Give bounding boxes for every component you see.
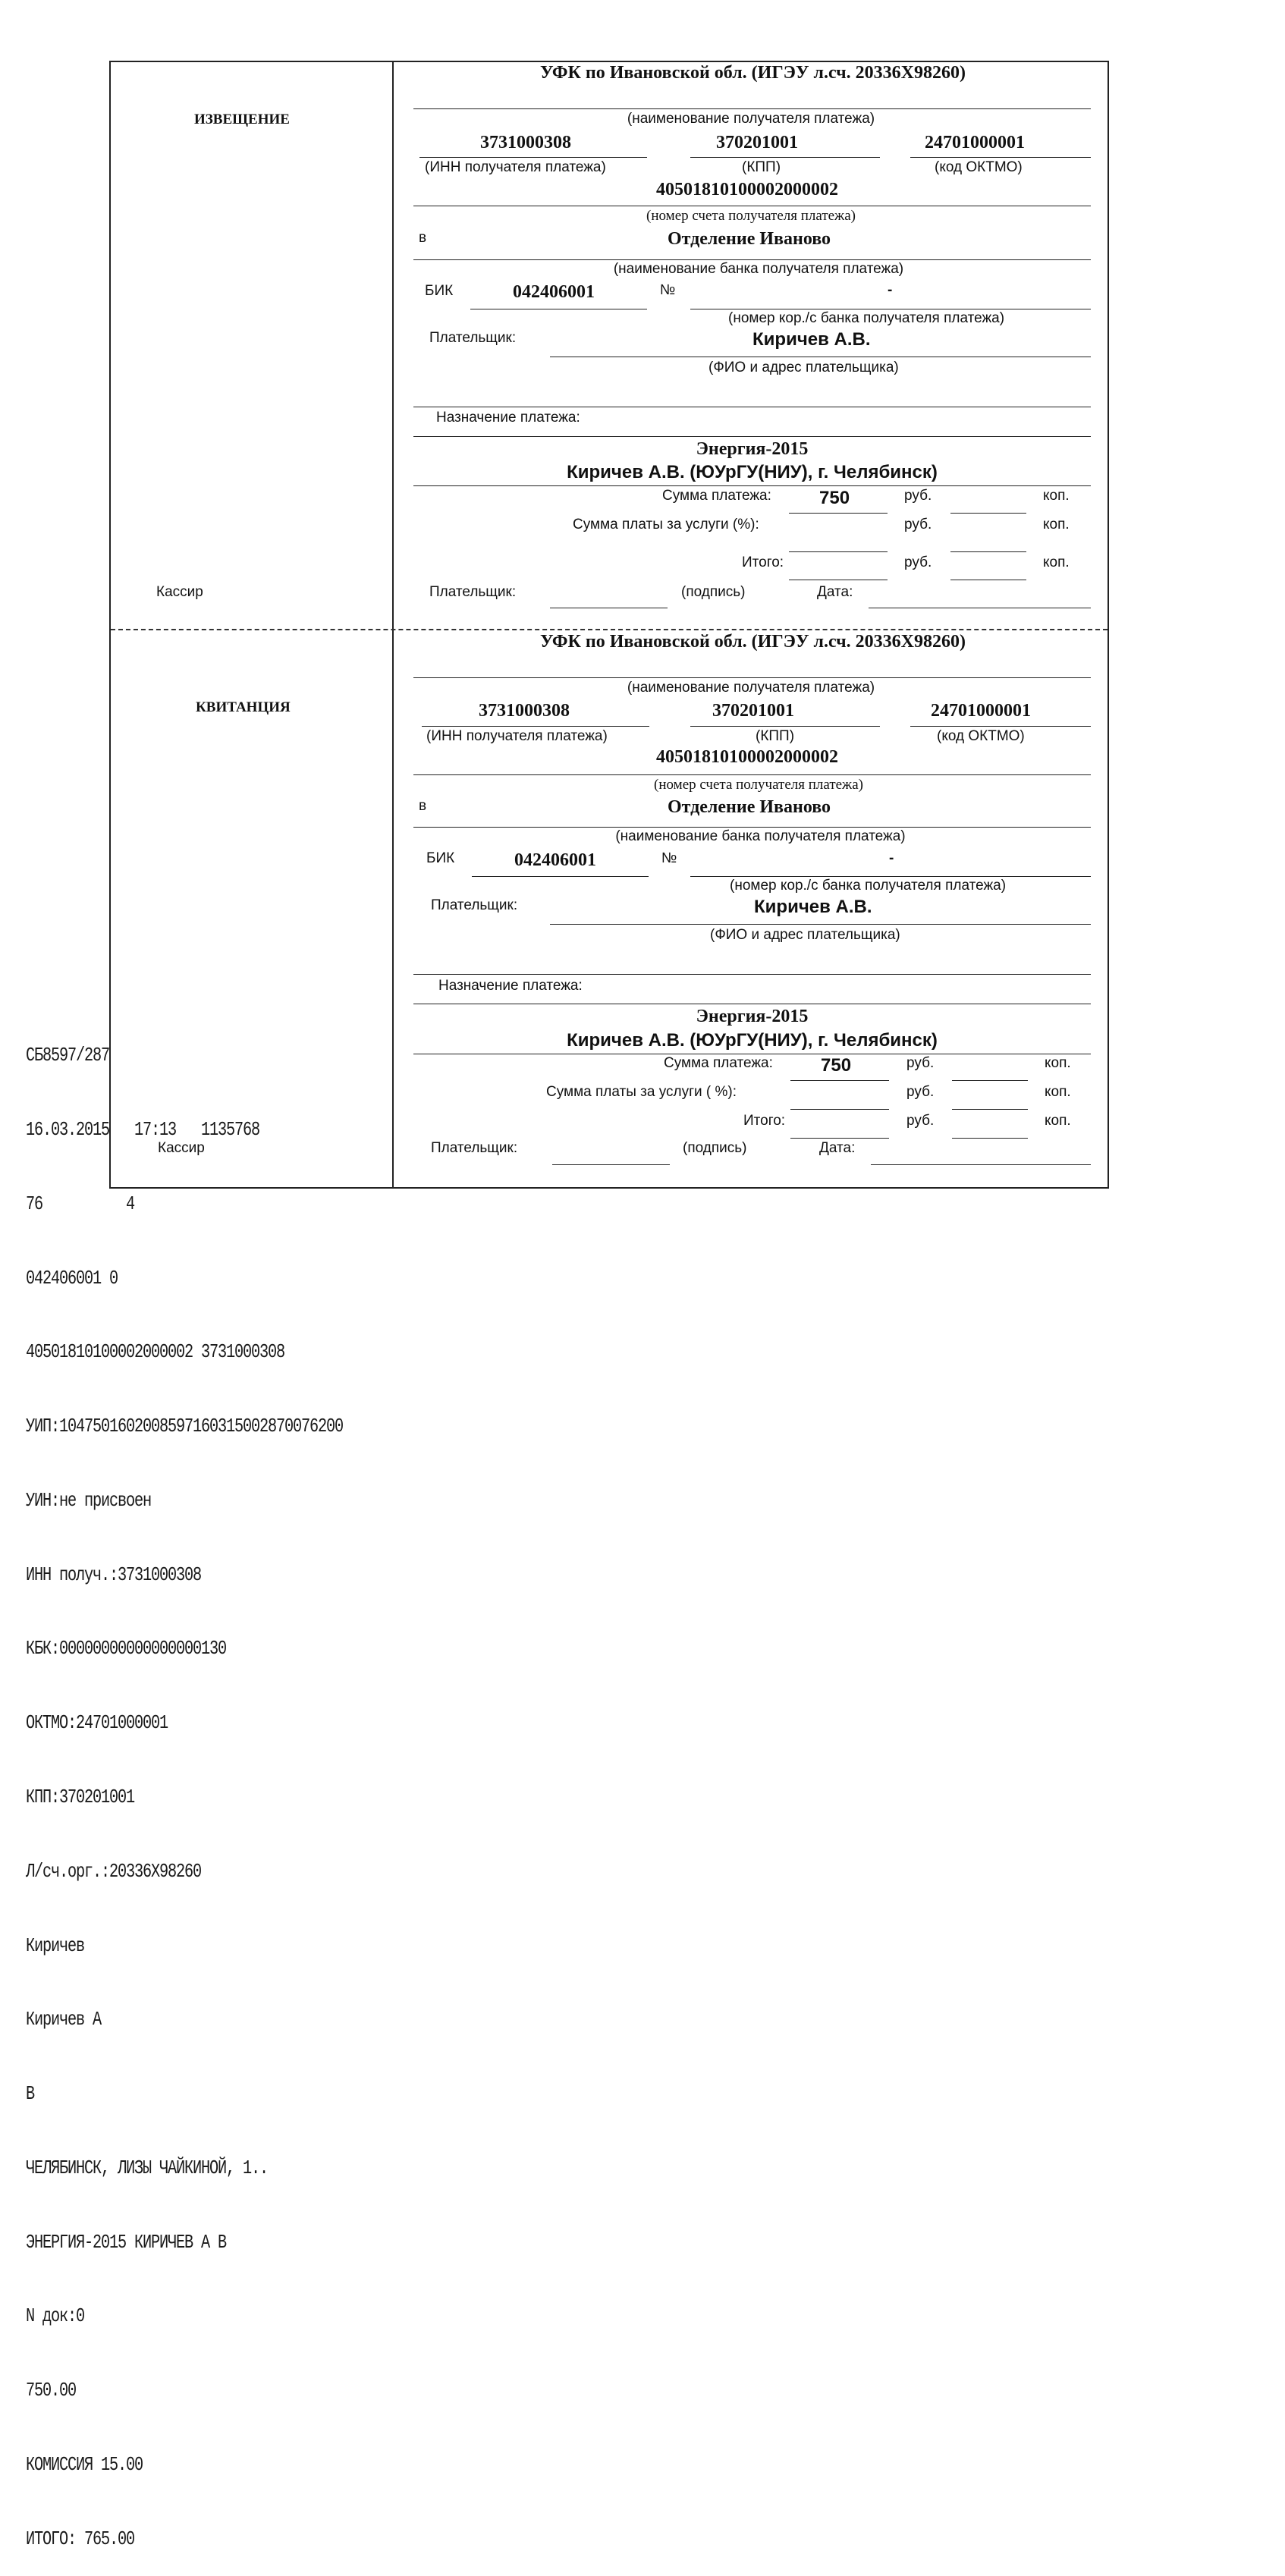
notice-no-label: №	[660, 282, 676, 298]
rule	[952, 1138, 1028, 1139]
receipt-line: 042406001 0	[26, 1266, 118, 1290]
notice-payer-name: Киричев А.В.	[752, 329, 871, 350]
notice-corr-caption: (номер кор./с банка получателя платежа)	[728, 310, 1005, 326]
notice-bank-caption: (наименование банка получателя платежа)	[613, 261, 904, 277]
receipt-line: Киричев А	[26, 2008, 102, 2031]
receipt-bank-caption: (наименование банка получателя платежа)	[615, 828, 906, 844]
notice-recipient-caption: (наименование получателя платежа)	[627, 111, 875, 127]
receipt-line: КБК:00000000000000000130	[26, 1637, 227, 1660]
receipt-corr-account: -	[889, 850, 894, 866]
rule	[690, 876, 1091, 877]
rule	[413, 485, 1091, 486]
notice-in-label: в	[419, 230, 427, 246]
notice-sum-rub: руб.	[904, 488, 932, 504]
rule	[413, 108, 1091, 109]
receipt-line: УИП:1047501602008597160315002870076200	[26, 1415, 344, 1438]
rule	[952, 1109, 1028, 1110]
notice-signature-label: (подпись)	[681, 584, 746, 600]
receipt-line: ЭНЕРГИЯ-2015 КИРИЧЕВ А В	[26, 2230, 227, 2254]
rule	[472, 876, 649, 877]
notice-sum-kop: коп.	[1043, 488, 1070, 504]
receipt-recipient-caption: (наименование получателя платежа)	[627, 680, 875, 696]
notice-payer-caption: (ФИО и адрес плательщика)	[708, 360, 899, 375]
receipt-kpp: 370201001	[712, 701, 794, 721]
receipt-line: КОМИССИЯ 15.00	[26, 2453, 143, 2477]
receipt-payer-label: Плательщик:	[431, 897, 518, 913]
notice-oktmo: 24701000001	[925, 133, 1025, 152]
rule	[413, 974, 1091, 975]
notice-bik-label: БИК	[425, 283, 454, 299]
notice-account-number: 40501810100002000002	[656, 180, 838, 199]
receipt-line: ИТОГО: 765.00	[26, 2527, 135, 2550]
receipt-signature-label: (подпись)	[683, 1140, 747, 1156]
receipt-no-label: №	[661, 850, 677, 866]
rule	[790, 1138, 889, 1139]
notice-sum-label: Сумма платежа:	[662, 488, 771, 504]
receipt-total-kop: коп.	[1045, 1113, 1071, 1129]
notice-payer-label: Плательщик:	[429, 330, 517, 346]
rule	[790, 1080, 889, 1081]
notice-account-caption: (номер счета получателя платежа)	[646, 208, 856, 224]
receipt-line: ЧЕЛЯБИНСК, ЛИЗЫ ЧАЙКИНОЙ, 1..	[26, 2156, 269, 2179]
form-divider-vertical	[392, 61, 394, 1189]
receipt-line: 76 4	[26, 1192, 135, 1215]
receipt-line: КПП:370201001	[26, 1786, 135, 1808]
receipt-fee-rub: руб.	[906, 1084, 935, 1100]
notice-sum-value: 750	[819, 488, 850, 508]
rule	[422, 726, 649, 727]
receipt-oktmo: 24701000001	[931, 701, 1031, 721]
notice-oktmo-caption: (код ОКТМО)	[935, 159, 1023, 175]
receipt-cashier-label: Кассир	[158, 1140, 205, 1156]
receipt-sign-payer-label: Плательщик:	[431, 1140, 518, 1156]
receipt-line: 16.03.2015 17:13 1135768	[26, 1117, 260, 1141]
rule	[550, 924, 1091, 925]
notice-kpp-caption: (КПП)	[742, 159, 781, 175]
receipt-purpose-label: Назначение платежа:	[438, 978, 583, 994]
rule	[952, 1080, 1028, 1081]
receipt-total-label: Итого:	[743, 1113, 786, 1129]
notice-purpose-label: Назначение платежа:	[436, 410, 580, 426]
notice-bik: 042406001	[513, 282, 595, 302]
rule	[413, 827, 1091, 828]
receipt-line: Л/сч.орг.:20336Х98260	[26, 1859, 202, 1883]
rule	[790, 1109, 889, 1110]
receipt-inn: 3731000308	[479, 701, 570, 721]
receipt-title: КВИТАНЦИЯ	[196, 699, 291, 715]
receipt-payer-name: Киричев А.В.	[754, 897, 872, 917]
receipt-line: Киричев	[26, 1934, 85, 1957]
rule	[789, 513, 888, 514]
receipt-sum-value: 750	[821, 1055, 852, 1076]
rule	[789, 551, 888, 552]
notice-purpose-line2: Киричев А.В. (ЮУрГУ(НИУ), г. Челябинск)	[567, 462, 938, 482]
notice-purpose-line1: Энергия-2015	[696, 439, 809, 459]
rule	[950, 513, 1026, 514]
receipt-sum-rub: руб.	[906, 1055, 935, 1071]
rule	[950, 551, 1026, 552]
notice-date-label: Дата:	[817, 584, 853, 600]
rule	[413, 259, 1091, 260]
receipt-line: СБ8597/287	[26, 1044, 110, 1067]
rule	[413, 436, 1091, 437]
notice-sign-payer-label: Плательщик:	[429, 584, 517, 600]
receipt-line: 40501810100002000002 3731000308	[26, 1340, 285, 1364]
rule	[910, 157, 1091, 158]
receipt-line: ОКТМО:24701000001	[26, 1711, 168, 1735]
rule	[871, 1164, 1091, 1165]
receipt-date-label: Дата:	[819, 1140, 856, 1156]
receipt-total-rub: руб.	[906, 1113, 935, 1129]
rule	[910, 726, 1091, 727]
receipt-bank-name: Отделение Иваново	[668, 797, 831, 817]
rule	[413, 774, 1091, 775]
notice-cashier-label: Кассир	[156, 584, 203, 600]
notice-fee-label: Сумма платы за услуги (%):	[573, 517, 759, 532]
receipt-recipient-name: УФК по Ивановской обл. (ИГЭУ л.сч. 20336Х98260)	[540, 632, 966, 652]
receipt-inn-caption: (ИНН получателя платежа)	[426, 728, 608, 744]
rule	[419, 157, 647, 158]
rule	[413, 677, 1091, 678]
receipt-sum-kop: коп.	[1045, 1055, 1071, 1071]
receipt-purpose-line2: Киричев А.В. (ЮУрГУ(НИУ), г. Челябинск)	[567, 1030, 938, 1051]
notice-total-label: Итого:	[742, 554, 784, 570]
notice-total-rub: руб.	[904, 554, 932, 570]
receipt-bik: 042406001	[514, 850, 596, 870]
receipt-line: ИНН получ.:3731000308	[26, 1563, 202, 1586]
receipt-line: N док:0	[26, 2304, 85, 2328]
rule	[552, 1164, 670, 1165]
notice-corr-account: -	[888, 282, 893, 298]
receipt-sum-label: Сумма платежа:	[664, 1055, 773, 1071]
bank-terminal-receipt	[26, 994, 343, 2576]
receipt-in-label: в	[419, 798, 427, 814]
receipt-kpp-caption: (КПП)	[756, 728, 795, 744]
notice-inn-caption: (ИНН получателя платежа)	[425, 159, 606, 175]
rule	[690, 157, 880, 158]
notice-bank-name: Отделение Иваново	[668, 229, 831, 249]
notice-total-kop: коп.	[1043, 554, 1070, 570]
receipt-fee-label: Сумма платы за услуги ( %):	[546, 1084, 737, 1100]
receipt-fee-kop: коп.	[1045, 1084, 1071, 1100]
receipt-payer-caption: (ФИО и адрес плательщика)	[710, 927, 900, 943]
notice-fee-kop: коп.	[1043, 517, 1070, 532]
cut-line	[111, 629, 1107, 630]
rule	[690, 726, 880, 727]
receipt-line: УИН:не присвоен	[26, 1488, 152, 1512]
receipt-bik-label: БИК	[426, 850, 455, 866]
receipt-account-number: 40501810100002000002	[656, 747, 838, 767]
receipt-purpose-line1: Энергия-2015	[696, 1007, 809, 1026]
notice-recipient-name: УФК по Ивановской обл. (ИГЭУ л.сч. 20336Х98260)	[540, 63, 966, 83]
notice-title: ИЗВЕЩЕНИЕ	[194, 112, 290, 127]
notice-kpp: 370201001	[716, 133, 798, 152]
receipt-oktmo-caption: (код ОКТМО)	[937, 728, 1025, 744]
receipt-corr-caption: (номер кор./с банка получателя платежа)	[730, 878, 1007, 894]
notice-fee-rub: руб.	[904, 517, 932, 532]
receipt-account-caption: (номер счета получателя платежа)	[654, 777, 863, 793]
receipt-line: В	[26, 2082, 35, 2106]
notice-inn: 3731000308	[480, 133, 571, 152]
receipt-line: 750.00	[26, 2379, 77, 2402]
